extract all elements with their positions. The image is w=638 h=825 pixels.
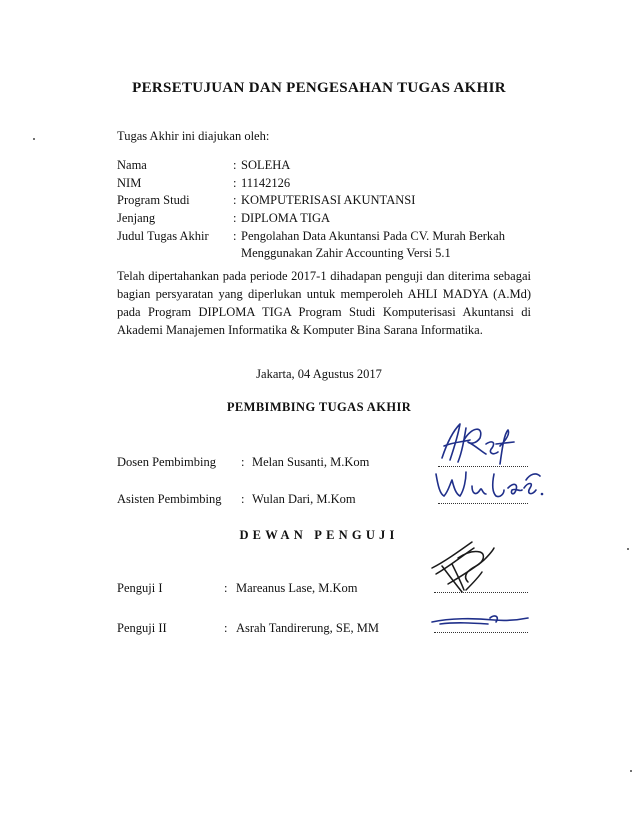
penguji-1-name: Mareanus Lase, M.Kom <box>236 581 358 595</box>
field-label-judul: Judul Tugas Akhir <box>117 229 209 243</box>
field-colon: : <box>233 211 237 225</box>
signature-line <box>438 503 528 504</box>
field-colon: : <box>233 193 237 207</box>
field-label-program-studi: Program Studi <box>117 193 190 207</box>
field-value-nim: 11142126 <box>241 176 291 190</box>
penguji-heading: DEWAN PENGUJI <box>239 528 399 542</box>
field-label-jenjang: Jenjang <box>117 211 156 225</box>
penguji-colon: : <box>224 621 228 635</box>
asisten-pembimbing-label: Asisten Pembimbing <box>117 492 222 506</box>
intro-text: Tugas Akhir ini diajukan oleh: <box>117 129 270 143</box>
scan-speck <box>630 770 632 772</box>
dosen-pembimbing-label: Dosen Pembimbing <box>117 455 216 469</box>
field-value-program-studi: KOMPUTERISASI AKUNTANSI <box>241 193 416 207</box>
field-value-judul-line2: Menggunakan Zahir Accounting Versi 5.1 <box>241 246 451 260</box>
field-colon: : <box>233 176 237 190</box>
field-colon: : <box>233 229 237 243</box>
signature-dosen-pembimbing <box>436 420 526 465</box>
pembimbing-heading: PEMBIMBING TUGAS AKHIR <box>226 400 412 414</box>
asisten-pembimbing-name: Wulan Dari, M.Kom <box>252 492 356 506</box>
dosen-pembimbing-name: Melan Susanti, M.Kom <box>252 455 370 469</box>
penguji-2-label: Penguji II <box>117 621 167 635</box>
signature-asisten-pembimbing <box>432 466 544 502</box>
field-colon: : <box>233 158 237 172</box>
field-label-nim: NIM <box>117 176 142 190</box>
penguji-colon: : <box>224 581 228 595</box>
scan-speck <box>33 138 35 140</box>
place-date: Jakarta, 04 Agustus 2017 <box>256 367 382 381</box>
page-title: PERSETUJUAN DAN PENGESAHAN TUGAS AKHIR <box>132 80 506 96</box>
penguji-2-name: Asrah Tandirerung, SE, MM <box>236 621 379 635</box>
field-value-nama: SOLEHA <box>241 158 291 172</box>
field-value-judul-line1: Pengolahan Data Akuntansi Pada CV. Murah Berkah <box>241 229 505 243</box>
signature-line <box>434 632 528 633</box>
signature-penguji-2 <box>430 612 530 632</box>
signature-penguji-1 <box>428 538 498 596</box>
approval-paragraph: Telah dipertahankan pada periode 2017-1 dihadapan penguji dan diterima sebagai bagian persyaratan yang diperlukan untuk memperoleh AHLI MADYA (A.Md) pada Program DIPLOMA TIGA Program Studi Komputerisasi Akuntansi di Akademi Manajemen Informatika & Komputer Bina Sarana Informatika. <box>117 269 531 337</box>
field-value-jenjang: DIPLOMA TIGA <box>241 211 331 225</box>
field-label-nama: Nama <box>117 158 147 172</box>
pembimbing-colon: : <box>241 455 245 469</box>
penguji-1-label: Penguji I <box>117 581 163 595</box>
scan-speck <box>627 548 629 550</box>
pembimbing-colon: : <box>241 492 245 506</box>
